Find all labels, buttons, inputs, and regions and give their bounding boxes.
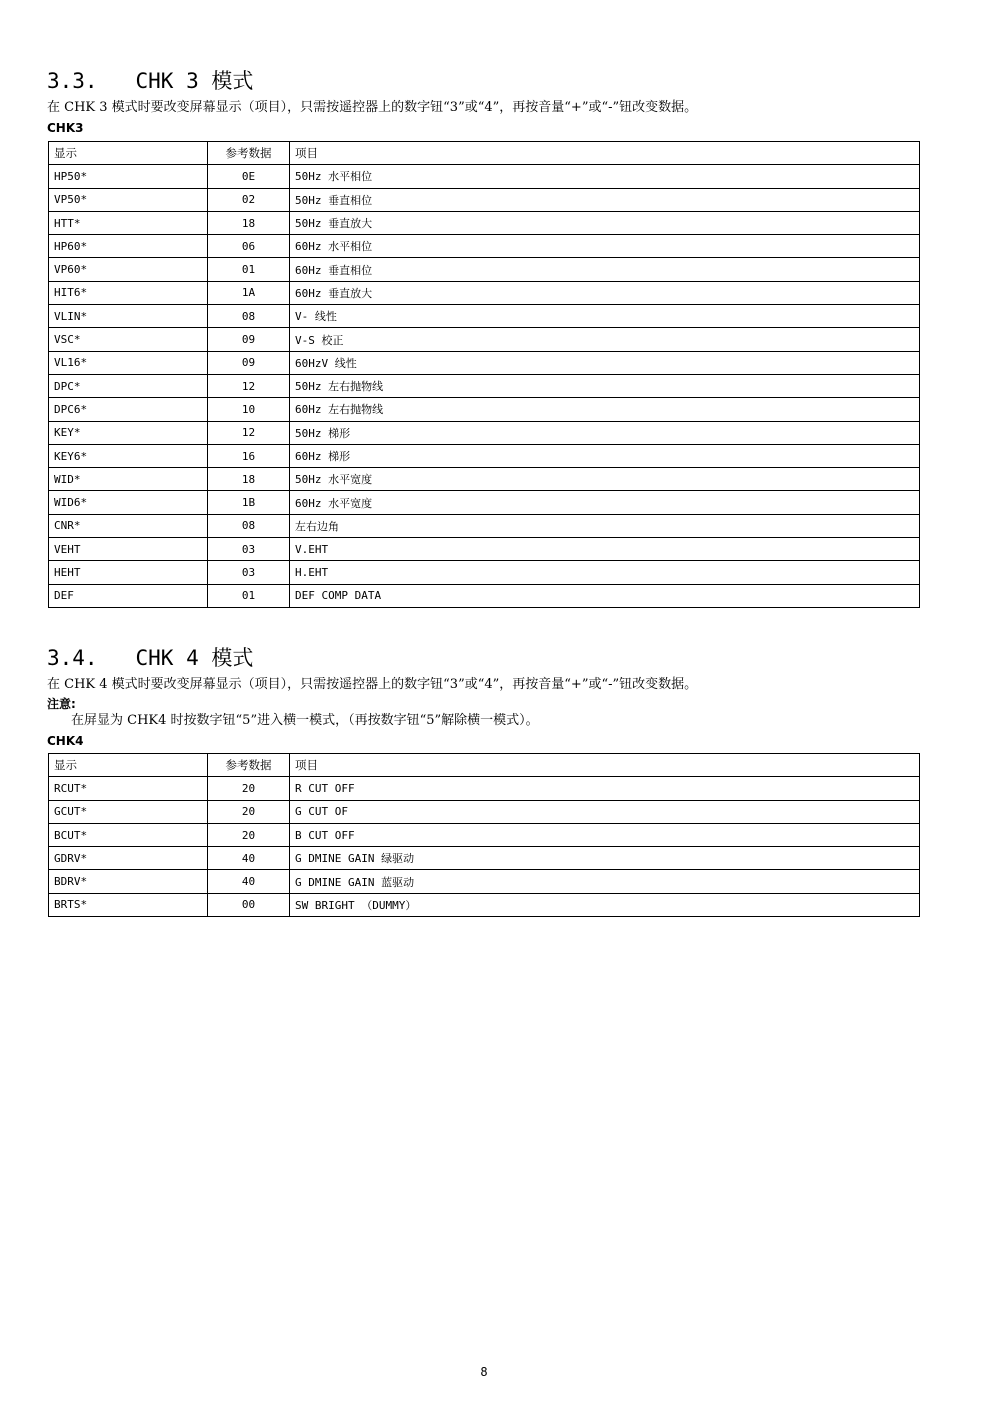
table-label-chk3: CHK3	[47, 121, 84, 135]
cell-display: VEHT	[49, 538, 208, 561]
cell-item: G DMINE GAIN 绿驱动	[290, 847, 920, 870]
cell-item: 50Hz 左右抛物线	[290, 374, 920, 397]
table-row	[49, 777, 920, 800]
cell-item: 60Hz 水平相位	[290, 235, 920, 258]
header-display: 显示	[49, 142, 208, 165]
cell-item: H.EHT	[290, 561, 920, 584]
cell-display: GCUT*	[49, 800, 208, 823]
table-row	[49, 421, 920, 444]
cell-item: V- 线性	[290, 305, 920, 328]
cell-display: VP60*	[49, 258, 208, 281]
cell-display: BCUT*	[49, 823, 208, 846]
cell-item: 60HzV 线性	[290, 351, 920, 374]
cell-display: DEF	[49, 584, 208, 607]
cell-item: 50Hz 垂直相位	[290, 188, 920, 211]
cell-reference: 0E	[208, 165, 290, 188]
cell-display: GDRV*	[49, 847, 208, 870]
cell-item: 左右边角	[290, 514, 920, 537]
cell-reference: 09	[208, 351, 290, 374]
table-row	[49, 444, 920, 467]
cell-reference: 08	[208, 514, 290, 537]
cell-display: BRTS*	[49, 893, 208, 916]
table-header-row	[49, 142, 920, 165]
table-row	[49, 847, 920, 870]
cell-reference: 20	[208, 800, 290, 823]
cell-display: VP50*	[49, 188, 208, 211]
cell-display: CNR*	[49, 514, 208, 537]
chk4-table	[48, 753, 920, 917]
cell-reference: 40	[208, 847, 290, 870]
section-intro-chk3: 在 CHK 3 模式时要改变屏幕显示（项目），只需按遥控器上的数字钮“3”或“4”，再按音量“+”或“-”钮改变数据。	[47, 100, 698, 115]
cell-display: RCUT*	[49, 777, 208, 800]
note-text: 在屏显为 CHK4 时按数字钮“5”进入横一模式，（再按数字钮“5”解除横一模式）。	[71, 713, 539, 728]
cell-item: 50Hz 水平相位	[290, 165, 920, 188]
cell-item: R CUT OFF	[290, 777, 920, 800]
cell-item: 50Hz 梯形	[290, 421, 920, 444]
cell-reference: 18	[208, 468, 290, 491]
table-row	[49, 870, 920, 893]
cell-reference: 20	[208, 777, 290, 800]
cell-item: SW BRIGHT （DUMMY）	[290, 893, 920, 916]
cell-reference: 03	[208, 538, 290, 561]
cell-display: BDRV*	[49, 870, 208, 893]
header-item: 项目	[290, 754, 920, 777]
section-intro-chk4: 在 CHK 4 模式时要改变屏幕显示（项目），只需按遥控器上的数字钮“3”或“4”，再按音量“+”或“-”钮改变数据。	[47, 677, 698, 692]
table-row	[49, 258, 920, 281]
header-reference: 参考数据	[208, 142, 290, 165]
table-row	[49, 584, 920, 607]
table-row	[49, 374, 920, 397]
cell-reference: 12	[208, 421, 290, 444]
cell-display: HTT*	[49, 211, 208, 234]
cell-item: 60Hz 梯形	[290, 444, 920, 467]
header-reference: 参考数据	[208, 754, 290, 777]
cell-display: HP50*	[49, 165, 208, 188]
table-row	[49, 281, 920, 304]
note-label: 注意:	[47, 697, 76, 711]
cell-item: DEF COMP DATA	[290, 584, 920, 607]
cell-reference: 12	[208, 374, 290, 397]
cell-item: B CUT OFF	[290, 823, 920, 846]
cell-display: HEHT	[49, 561, 208, 584]
table-row	[49, 328, 920, 351]
page-number: 8	[480, 1365, 488, 1379]
table-row	[49, 398, 920, 421]
cell-display: DPC*	[49, 374, 208, 397]
chk3-table	[48, 141, 920, 608]
cell-display: KEY6*	[49, 444, 208, 467]
cell-reference: 00	[208, 893, 290, 916]
cell-display: WID*	[49, 468, 208, 491]
cell-item: 60Hz 左右抛物线	[290, 398, 920, 421]
table-row	[49, 468, 920, 491]
table-row	[49, 211, 920, 234]
cell-display: HIT6*	[49, 281, 208, 304]
cell-reference: 06	[208, 235, 290, 258]
cell-item: V.EHT	[290, 538, 920, 561]
cell-item: V-S 校正	[290, 328, 920, 351]
cell-reference: 18	[208, 211, 290, 234]
cell-reference: 40	[208, 870, 290, 893]
table-row	[49, 800, 920, 823]
cell-reference: 10	[208, 398, 290, 421]
table-row	[49, 165, 920, 188]
cell-display: VL16*	[49, 351, 208, 374]
table-row	[49, 188, 920, 211]
cell-display: WID6*	[49, 491, 208, 514]
cell-reference: 03	[208, 561, 290, 584]
table-row	[49, 491, 920, 514]
table-row	[49, 351, 920, 374]
cell-reference: 08	[208, 305, 290, 328]
cell-item: 60Hz 垂直相位	[290, 258, 920, 281]
cell-reference: 02	[208, 188, 290, 211]
cell-reference: 1A	[208, 281, 290, 304]
table-row	[49, 893, 920, 916]
section-heading-chk4: 3.4. CHK 4 模式	[47, 646, 254, 670]
cell-reference: 20	[208, 823, 290, 846]
header-display: 显示	[49, 754, 208, 777]
cell-reference: 01	[208, 258, 290, 281]
cell-display: HP60*	[49, 235, 208, 258]
cell-item: 50Hz 水平宽度	[290, 468, 920, 491]
cell-item: 60Hz 垂直放大	[290, 281, 920, 304]
cell-reference: 16	[208, 444, 290, 467]
cell-item: 50Hz 垂直放大	[290, 211, 920, 234]
table-row	[49, 823, 920, 846]
cell-reference: 1B	[208, 491, 290, 514]
table-header-row	[49, 754, 920, 777]
table-row	[49, 305, 920, 328]
table-label-chk4: CHK4	[47, 734, 84, 748]
table-row	[49, 561, 920, 584]
cell-reference: 01	[208, 584, 290, 607]
cell-item: 60Hz 水平宽度	[290, 491, 920, 514]
cell-display: DPC6*	[49, 398, 208, 421]
cell-display: VLIN*	[49, 305, 208, 328]
table-row	[49, 235, 920, 258]
cell-item: G DMINE GAIN 蓝驱动	[290, 870, 920, 893]
table-row	[49, 514, 920, 537]
cell-display: VSC*	[49, 328, 208, 351]
cell-display: KEY*	[49, 421, 208, 444]
cell-reference: 09	[208, 328, 290, 351]
section-heading-chk3: 3.3. CHK 3 模式	[47, 69, 254, 93]
header-item: 项目	[290, 142, 920, 165]
cell-item: G CUT OF	[290, 800, 920, 823]
table-row	[49, 538, 920, 561]
